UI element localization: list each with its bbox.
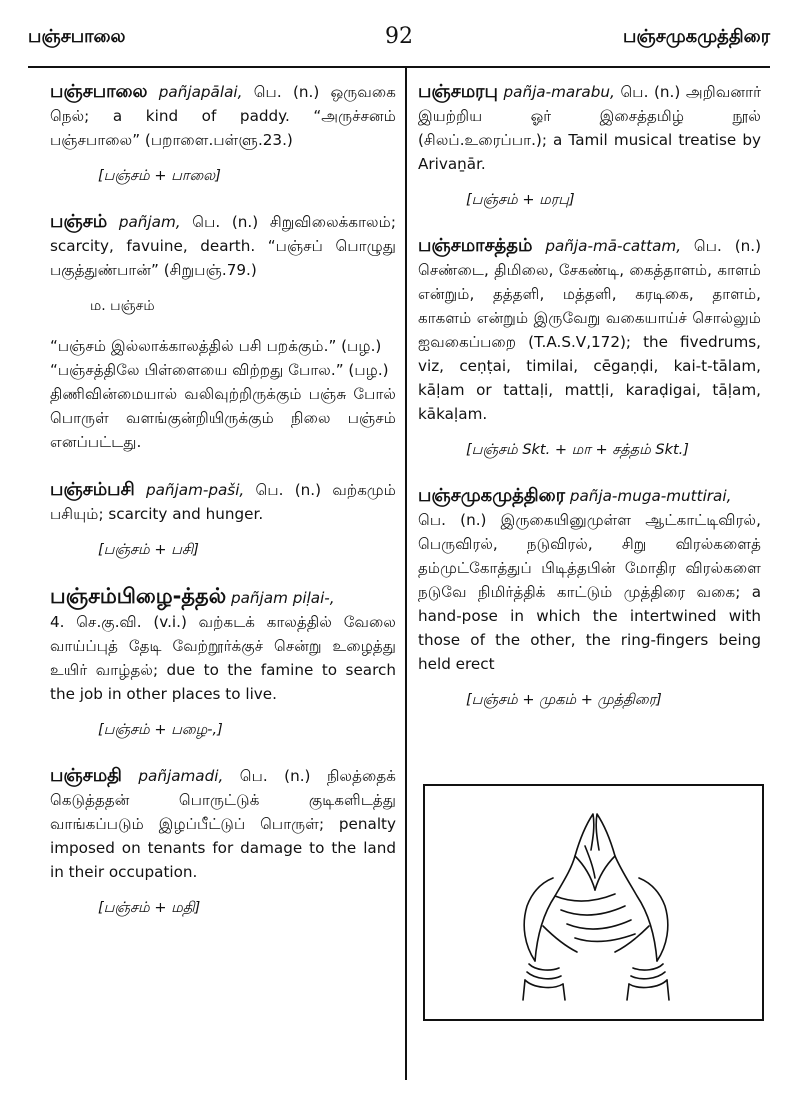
- headword: பஞ்சம்பிழை-த்தல்: [50, 584, 227, 608]
- headword: பஞ்சமரபு: [418, 81, 498, 102]
- etymology: [பஞ்சம் + பாலை]: [98, 168, 221, 184]
- definition: பெ. (n.) ஒருவகை நெல்; a kind of paddy. “அருச்சனம் பஞ்சபாலை” (பறாளை.பள்ளு.23.): [50, 83, 396, 149]
- etymology: [பஞ்சம் Skt. + மா + சத்தம் Skt.]: [466, 442, 689, 458]
- left-column: [50, 80, 396, 942]
- explanation-text: திணிவின்மையால் வலிவுற்றிருக்கும் பஞ்சு போல் பொருள் வளங்குன்றியிருக்கும் நிலை பஞ்சம் எனப்பட்டது.: [50, 385, 396, 451]
- etymology: [பஞ்சம் + முகம் + முத்திரை]: [466, 692, 662, 708]
- proverb-quote: “பஞ்சத்திலே பிள்ளையை விற்றது போல.” (பழ.): [50, 361, 389, 379]
- entry-body: [418, 484, 761, 508]
- etymology: [பஞ்சம் + மரபு]: [466, 192, 575, 208]
- dictionary-entry: [418, 484, 761, 710]
- definition: பெ. (n.) வற்கமும் பசியும்; scarcity and hunger.: [50, 481, 396, 523]
- cognate-note: ம. பஞ்சம்: [90, 298, 155, 314]
- transliteration: pañja-muga-muttirai,: [569, 487, 732, 505]
- entry-body: [50, 478, 396, 526]
- dictionary-entry: [50, 80, 396, 186]
- entry-body: [50, 80, 396, 152]
- dictionary-entry: [50, 478, 396, 560]
- entry-body: [418, 80, 761, 176]
- transliteration: pañja-marabu,: [503, 83, 615, 101]
- transliteration: pañjam piḷai-,: [230, 589, 335, 607]
- dictionary-entry: [418, 80, 761, 210]
- headword: பஞ்சம்பசி: [50, 479, 135, 500]
- dictionary-entry: [50, 764, 396, 918]
- entry-body: [50, 584, 396, 610]
- running-head-right: பஞ்சமுகமுத்திரை: [623, 26, 770, 47]
- right-column: [418, 80, 761, 734]
- hand-pose-illustration-icon: [425, 786, 762, 1019]
- headword: பஞ்சமாசத்தம்: [418, 235, 533, 256]
- definition: பெ. (n.) செண்டை, திமிலை, சேகண்டி, கைத்தாளம், காளம் என்றும், தத்தளி, மத்தளி, கரடிகை, தாளம், காகளம் என்றும் இருவேறு வகையாய்ச் சொல்லும் ஐவகைப்பறை (T.A.S.V,172); the fivedrums, viz, ceṇṭai, timilai, cēgaṇḍi, kai-t-tālam, kāḷam or tattaḷi, mattḷi, karaḍigai, tāḷam, kākaḷam.: [418, 237, 761, 423]
- column-divider: [405, 68, 407, 1080]
- definition: பெ. (n.) நிலத்தைக் கெடுத்ததன் பொருட்டுக் குடிகளிடத்து வாங்கப்படும் இழப்பீட்டுப் பொருள்; penalty imposed on tenants for damage to the land in their occupation.: [50, 767, 396, 881]
- etymology: [பஞ்சம் + மதி]: [98, 900, 201, 916]
- page-number: 92: [385, 24, 413, 49]
- entry-body: [418, 234, 761, 426]
- running-head-left: பஞ்சபாலை: [28, 26, 126, 47]
- transliteration: pañjamadi,: [138, 767, 224, 785]
- headword: பஞ்சமுகமுத்திரை: [418, 485, 565, 506]
- definition: 4. செ.கு.வி. (v.i.) வற்கடக் காலத்தில் வேலை வாய்ப்புத் தேடி வேற்றூர்க்குச் சென்று உழைத்து உயிர் வாழ்தல்; due to the famine to search the job in other places to live.: [50, 613, 396, 703]
- headword: பஞ்சம்: [50, 211, 108, 232]
- dictionary-entry: [50, 584, 396, 740]
- transliteration: pañja-mā-cattam,: [545, 237, 682, 255]
- page-header: [28, 22, 770, 62]
- illustration-frame: [423, 784, 764, 1021]
- dictionary-entry: [418, 234, 761, 460]
- entry-body: [50, 764, 396, 884]
- etymology: [பஞ்சம் + பழை-,]: [98, 722, 223, 738]
- headword: பஞ்சமதி: [50, 765, 122, 786]
- header-rule: [28, 66, 770, 68]
- transliteration: pañjapālai,: [158, 83, 243, 101]
- definition: பெ. (n.) சிறுவிலைக்காலம்; scarcity, favuine, dearth. “பஞ்சப் பொழுது பகுத்துண்பான்” (சிறுபஞ்.79.): [50, 213, 396, 279]
- dictionary-entry: [50, 210, 396, 454]
- transliteration: pañjam-paši,: [145, 481, 245, 499]
- definition: பெ. (n.) அறிவனார் இயற்றிய ஓர் இசைத்தமிழ் நூல் (சிலப்.உரைப்பா.); a Tamil musical treatise by Arivaṉār.: [418, 83, 761, 173]
- transliteration: pañjam,: [118, 213, 181, 231]
- definition: பெ. (n.) இருகையினுமுள்ள ஆட்காட்டிவிரல், பெருவிரல், நடுவிரல், சிறு விரல்களைத் தம்முட்கோத்துப் பிடித்தபின் மோதிர விரல்களை நடுவே நிமிர்த்திக் காட்டும் முத்திரை வகை; a hand-pose in which the intertwined with those of the other, the ring-fingers being held erect: [418, 511, 761, 673]
- headword: பஞ்சபாலை: [50, 81, 148, 102]
- etymology: [பஞ்சம் + பசி]: [98, 542, 199, 558]
- proverb-quote: “பஞ்சம் இல்லாக்காலத்தில் பசி பறக்கும்.” (பழ.): [50, 337, 382, 355]
- entry-body: [50, 210, 396, 282]
